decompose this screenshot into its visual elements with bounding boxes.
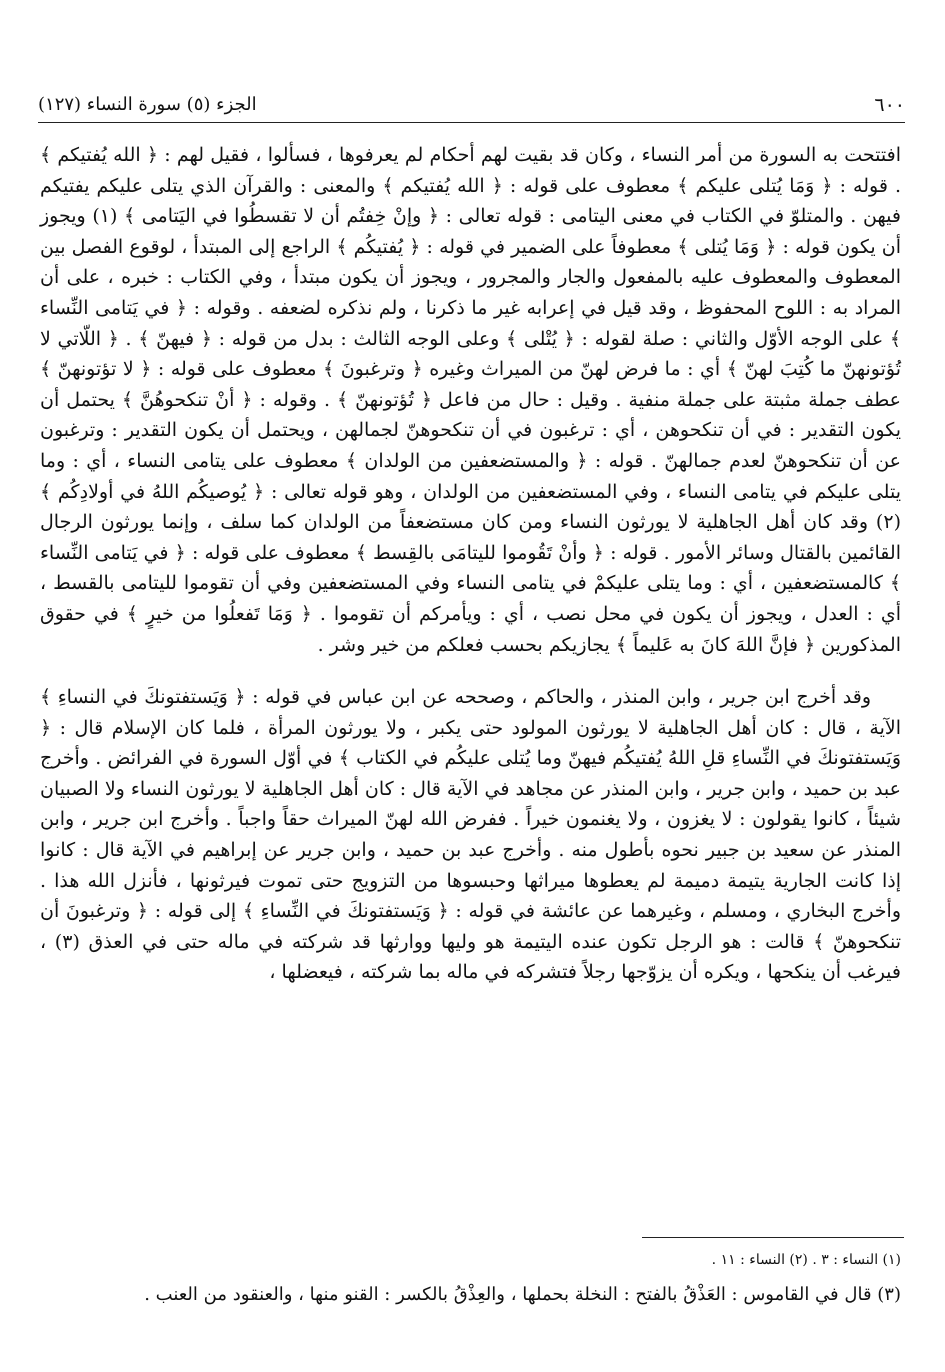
commentary-paragraph: افتتحت به السورة من أمر النساء ، وكان قد بقيت لهم أحكام لم يعرفوها ، فسألوا ، فقيل لهم : ﴿ الله يُفتيكم ﴾ . قوله : ﴿ وَمَا يُتلى عليكم ﴾ معطوف على قوله : ﴿ الله يُفتيكم ﴾ والمعنى : والقرآن الذي يتلى عليكم يفتيكم فيهن . والمتلوّ في الكتاب في معنى اليتامى : قوله تعالى : ﴿ وإنْ خِفتُم أن لا تقسطُوا في اليَتامى ﴾ (١) ويجوز أن يكون قوله : ﴿ وَمَا يُتلى ﴾ معطوفاً على الضمير في قوله : ﴿ يُفتيكُم ﴾ الراجع إلى المبتدأ ، لوقوع الفصل بين المعطوف والمعطوف عليه بالمفعول والجار والمجرور ، ويجوز أن يكون مبتدأ ، وفي الكتاب : خبره ، على أن المراد به : اللوح المحفوظ ، وقد قيل في إعرابه غير ما ذكرنا ، ولم نذكره لضعفه . وقوله : ﴿ في يَتامى النِّساء ﴾ على الوجه الأوّل والثاني : صلة لقوله : ﴿ يُتْلى ﴾ وعلى الوجه الثالث : بدل من قوله : ﴿ فيهنّ ﴾ . ﴿ اللّاتي لا تُؤتونهنّ ما كُتِبَ لهنّ ﴾ أي : ما فرض لهنّ من الميراث وغيره ﴿ وترغبونَ ﴾ معطوف على قوله : ﴿ لا تؤتونهنّ ﴾ عطف جملة مثبتة على جملة منفية . وقيل : حال من فاعل ﴿ تُؤتونهنّ ﴾ . وقوله : ﴿ أنْ تنكحوهُنَّ ﴾ يحتمل أن يكون التقدير : في أن تنكحوهن ، أي : ترغبون في أن تنكحوهنّ لجمالهن ، ويحتمل أن يكون التقدير : وترغبون عن أن تنكحوهنّ لعدم جمالهنّ . قوله : ﴿ والمستضعفين من الولدان ﴾ معطوف على يتامى النساء ، أي : وما يتلى عليكم في يتامى النساء ، وفي المستضعفين من الولدان ، وهو قوله تعالى : ﴿ يُوصيكُم اللهُ في أولادِكُم ﴾ (٢) وقد كان أهل الجاهلية لا يورثون النساء ومن كان مستضعفاً من الولدان كما سلف ، وإنما يورثون الرجال القائمين بالقتال وسائر الأمور . قوله : ﴿ وأنْ تَقُوموا لليتامَى بالقِسط ﴾ معطوف على قوله : ﴿ في يَتامى النِّساء ﴾ كالمستضعفين ، أي : وما يتلى عليكمْ في يتامى النساء وفي المستضعفين وفي أن تقوموا لليتامى بالقسط ، أي : العدل ، ويجوز أن يكون في محل نصب ، أي : ويأمركم أن تقوموا . ﴿ وَمَا تَفعلُوا من خيرٍ ﴾ في حقوق المذكورين ﴿ فإنَّ اللهَ كانَ به عَليماً ﴾ يجازيكم بحسب فعلكم من خير وشر . bbox=[40, 144, 901, 656]
footnote-references: (١) النساء : ٣ . (٢) النساء : ١١ . bbox=[711, 1252, 901, 1268]
narrations-paragraph: وقد أخرج ابن جرير ، وابن المنذر ، والحاكم ، وصححه عن ابن عباس في قوله : ﴿ وَيَستفتونكَ في النساءِ ﴾ الآية ، قال : كان أهل الجاهلية لا يورثون المولود حتى يكبر ، ولا يورثون المرأة ، فلما كان الإسلام قال : ﴿ وَيَستفتونكَ في النِّساءِ قلِ اللهُ يُفتيكُم فيهنّ وما يُتلى عليكُم في الكتاب ﴾ في أوّل السورة في الفرائض . وأخرج عبد بن حميد ، وابن جرير ، وابن المنذر عن مجاهد في الآية قال : كان أهل الجاهلية لا يورثون النساء ولا الصبيان شيئاً ، كانوا يقولون : لا يغزون ، ولا يغنمون خيراً . ففرض الله لهنّ الميراث حقاً واجباً . وأخرج ابن جرير ، وابن المنذر عن سعيد بن جبير نحوه بأطول منه . وأخرج عبد بن حميد ، وابن جرير عن إبراهيم في الآية قال : كانوا إذا كانت الجارية يتيمة دميمة لم يعطوها ميراثها وحبسوها من التزويج حتى تموت فيرثونها ، فأنزل الله هذا . وأخرج البخاري ، ومسلم ، وغيرهما عن عائشة في قوله : ﴿ وَيَستفتونكَ في النِّساءِ ﴾ إلى قوله : ﴿ وترغبونَ أن تنكحوهنّ ﴾ قالت : هو الرجل تكون عنده اليتيمة هو وليها ووارثها قد شركته في ماله حتى في العذق (٣) ، فيرغب أن ينكحها ، ويكره أن يزوّجها رجلاً فتشركه في ماله بما شركته ، فيعضلها ، bbox=[40, 686, 901, 984]
footnote-divider bbox=[642, 1237, 904, 1238]
running-title: الجزء (٥) سورة النساء (١٢٧) bbox=[38, 94, 257, 115]
main-text bbox=[40, 140, 901, 988]
footnote-dictionary: (٣) قال في القاموس : العَذْقُ بالفتح : النخلة بحملها ، والعِذْقُ بالكسر : القنو منها ، والعنقود من العنب . bbox=[144, 1284, 901, 1305]
page-header bbox=[38, 92, 905, 123]
paragraph-gap bbox=[40, 660, 901, 682]
page-number: ٦٠٠ bbox=[874, 94, 905, 116]
